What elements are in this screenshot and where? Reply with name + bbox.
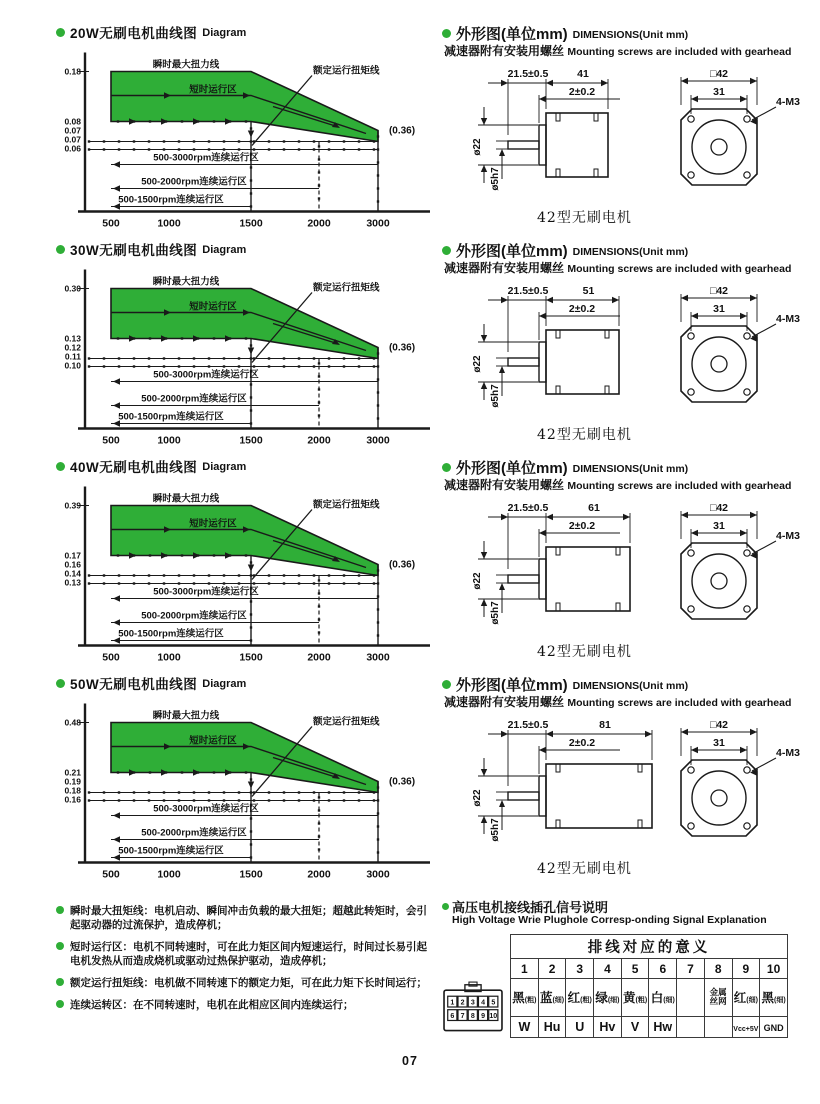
green-bullet-icon <box>442 29 451 38</box>
x-axis-tick: 1500 <box>239 868 263 881</box>
x-axis-tick: 500 <box>102 868 120 881</box>
x-axis-tick: 3000 <box>366 651 390 664</box>
connector-pin-number: 7 <box>460 1012 465 1020</box>
dim-subheader-en: Mounting screws are included with gearhead <box>567 263 792 275</box>
pin-number-cell: 7 <box>677 959 705 978</box>
rated-torque-line-label: 额定运行扭矩线 <box>313 282 380 294</box>
x-axis-tick: 1000 <box>157 434 181 447</box>
cont-region-3000-label: 500-3000rpm连续运行区 <box>153 803 259 815</box>
green-bullet-icon <box>56 906 64 914</box>
dim-screws: 4-M3 <box>776 96 800 108</box>
x-axis-tick: 500 <box>102 651 120 664</box>
chart-canvas <box>64 53 430 230</box>
connector-pin-number: 1 <box>450 999 455 1007</box>
wiring-table <box>510 934 788 1038</box>
chart-title-en: Diagram <box>202 678 247 690</box>
y-axis-label: 0.21 <box>64 767 81 778</box>
x-axis-tick: 500 <box>102 434 120 447</box>
wire-color-cell: 黑(细) <box>760 978 788 1016</box>
wire-color-cell <box>677 978 705 1016</box>
dim-subheader <box>444 42 819 57</box>
chart-title-row <box>56 675 436 691</box>
short-run-region-label: 短时运行区 <box>189 301 237 313</box>
chart-title: 50W无刷电机曲线图 <box>70 677 198 692</box>
dim-subheader-en: Mounting screws are included with gearhead <box>567 480 792 492</box>
note-text: 连续运转区：在不同转速时，电机在此相应区间内连续运行； <box>70 999 354 1011</box>
x-axis-tick: 1500 <box>239 217 263 230</box>
cont-region-1500-label: 500-1500rpm连续运行区 <box>118 628 224 640</box>
outline-drawing-41 <box>442 57 819 207</box>
green-bullet-icon <box>56 245 65 254</box>
dim-caption: 42型无刷电机 <box>537 861 632 877</box>
dim-subheader-en: Mounting screws are included with gearhead <box>567 697 792 709</box>
chart-title: 30W无刷电机曲线图 <box>70 243 198 258</box>
green-bullet-icon <box>56 942 64 950</box>
dim-hole-span: 31 <box>713 737 725 749</box>
plug-connector-icon <box>442 968 504 1046</box>
pin-number-cell: 9 <box>732 959 760 978</box>
y-axis-label: 0.17 <box>64 550 81 561</box>
connector-pin-number: 5 <box>491 999 496 1007</box>
dim-hole-span: 31 <box>713 520 725 532</box>
peak-annotation: (0.36) <box>388 125 416 137</box>
dim-block-81 <box>442 675 819 892</box>
y-axis-label: 0.07 <box>64 125 81 136</box>
chart-canvas <box>64 270 430 447</box>
dim-shaft-length: 21.5±0.5 <box>507 719 549 731</box>
dim-body-length: 51 <box>582 285 595 297</box>
dim-shaft-length: 21.5±0.5 <box>507 502 549 514</box>
short-run-region-label: 短时运行区 <box>189 518 237 530</box>
y-axis-label: 0.18 <box>64 785 81 796</box>
chart-title-en: Diagram <box>202 244 247 256</box>
green-bullet-icon <box>442 246 451 255</box>
dim-block-61 <box>442 458 819 675</box>
signal-cell: V <box>621 1016 649 1037</box>
cont-region-3000-label: 500-3000rpm连续运行区 <box>153 152 259 164</box>
cont-region-2000-label: 500-2000rpm连续运行区 <box>141 827 247 839</box>
pin-number-cell: 1 <box>511 959 539 978</box>
note-text: 瞬时最大扭矩线：电机启动、瞬间冲击负载的最大扭矩；超越此转矩时，会引起驱动器的过流保护，造成停机； <box>70 905 427 931</box>
dim-subheader-cn: 减速器附有安装用螺丝 <box>444 44 565 58</box>
x-axis-tick: 1500 <box>239 651 263 664</box>
dim-screws: 4-M3 <box>776 313 800 325</box>
x-axis-tick: 3000 <box>366 434 390 447</box>
x-axis-tick: 3000 <box>366 217 390 230</box>
signal-cell: Hv <box>594 1016 622 1037</box>
dim-boss-diameter: ø22 <box>472 789 483 807</box>
y-axis-label: 0.11 <box>64 351 81 362</box>
pin-number-cell: 6 <box>649 959 677 978</box>
dim-square: □42 <box>709 285 729 297</box>
dim-header-en: DIMENSIONS(Unit mm) <box>572 679 689 692</box>
y-axis-label: 0.12 <box>64 342 81 353</box>
outline-drawing <box>472 719 800 842</box>
wire-color-cell: 红(细) <box>732 978 760 1016</box>
y-axis-label: 0.14 <box>64 568 81 579</box>
cont-region-2000-label: 500-2000rpm连续运行区 <box>141 610 247 622</box>
connector-pin-number: 2 <box>460 999 465 1007</box>
wire-color-cell: 蓝(细) <box>538 978 566 1016</box>
signal-cell: Hw <box>649 1016 677 1037</box>
peak-annotation: (0.36) <box>388 559 416 571</box>
x-axis-tick: 3000 <box>366 868 390 881</box>
green-bullet-icon <box>56 1000 64 1008</box>
x-axis-tick: 2000 <box>307 868 331 881</box>
dim-boss-diameter: ø22 <box>472 572 483 590</box>
y-axis-top-label: 0.48 <box>64 717 81 728</box>
signal-cell <box>704 1016 732 1037</box>
rated-torque-line-label: 额定运行扭矩线 <box>313 499 380 511</box>
outline-drawing <box>472 285 800 408</box>
dim-header-cn: 外形图(单位mm) <box>456 459 568 477</box>
y-axis-label: 0.13 <box>64 333 81 344</box>
wiring-title-cn: 高压电机接线插孔信号说明 <box>452 899 609 915</box>
dim-caption: 42型无刷电机 <box>537 644 632 660</box>
connector-pin-number: 6 <box>450 1012 455 1020</box>
wire-color-cell: 白(细) <box>649 978 677 1016</box>
dimensions-column <box>442 24 819 1046</box>
y-axis-top-label: 0.39 <box>64 500 81 511</box>
chart-block-40w <box>56 458 436 675</box>
dim-hole-span: 31 <box>713 86 725 98</box>
connector-pin-number: 4 <box>481 999 486 1007</box>
wiring-header <box>442 898 819 914</box>
pin-number-cell: 10 <box>760 959 788 978</box>
signal-cell <box>677 1016 705 1037</box>
chart-canvas <box>64 487 430 664</box>
note-short-run-region <box>56 940 436 968</box>
signal-cell: U <box>566 1016 594 1037</box>
note-rated-torque-line <box>56 976 436 990</box>
torque-curve-chart-30w <box>56 259 434 456</box>
pin-number-cell: 2 <box>538 959 566 978</box>
dim-header-cn: 外形图(单位mm) <box>456 242 568 260</box>
cont-region-3000-label: 500-3000rpm连续运行区 <box>153 369 259 381</box>
dim-subheader-cn: 减速器附有安装用螺丝 <box>444 478 565 492</box>
dim-header-en: DIMENSIONS(Unit mm) <box>572 245 689 258</box>
dim-body-length: 41 <box>577 68 589 80</box>
connector-pin-number: 9 <box>481 1012 486 1020</box>
y-axis-label: 0.07 <box>64 134 81 145</box>
x-axis-tick: 2000 <box>307 217 331 230</box>
y-axis-label: 0.06 <box>64 143 81 154</box>
y-axis-label: 0.19 <box>64 776 81 787</box>
green-bullet-icon <box>56 679 65 688</box>
x-axis-tick: 1000 <box>157 868 181 881</box>
dim-shaft-diameter: ø5h7 <box>490 167 501 191</box>
wiring-section <box>442 898 819 1046</box>
dim-square: □42 <box>709 68 729 80</box>
chart-title-row <box>56 241 436 257</box>
green-bullet-icon <box>56 28 65 37</box>
dim-step: 2±0.2 <box>568 520 596 532</box>
note-max-torque-line <box>56 904 436 932</box>
chart-title-en: Diagram <box>202 27 247 39</box>
dim-step: 2±0.2 <box>568 86 596 98</box>
green-bullet-icon <box>56 978 64 986</box>
y-axis-label: 0.08 <box>64 116 81 127</box>
max-torque-line-label: 瞬时最大扭力线 <box>152 276 220 288</box>
y-axis-top-label: 0.18 <box>64 66 81 77</box>
rated-torque-line-label: 额定运行扭矩线 <box>313 716 380 728</box>
dim-caption: 42型无刷电机 <box>537 427 632 443</box>
cont-region-2000-label: 500-2000rpm连续运行区 <box>141 176 247 188</box>
max-torque-line-label: 瞬时最大扭力线 <box>152 710 220 722</box>
dim-boss-diameter: ø22 <box>472 355 483 373</box>
dim-header-cn: 外形图(单位mm) <box>456 25 568 43</box>
x-axis-tick: 1500 <box>239 434 263 447</box>
x-axis-tick: 2000 <box>307 651 331 664</box>
max-torque-line-label: 瞬时最大扭力线 <box>152 59 220 71</box>
note-text: 短时运行区：电机不同转速时，可在此力矩区间内短速运行，时间过长易引起电机发热从而造成烧机或驱动过热保护驱动，造成停机； <box>70 941 427 967</box>
dim-hole-span: 31 <box>713 303 725 315</box>
y-axis-label: 0.10 <box>64 360 81 371</box>
dim-block-51 <box>442 241 819 458</box>
y-axis-top-label: 0.30 <box>64 283 81 294</box>
cont-region-3000-label: 500-3000rpm连续运行区 <box>153 586 259 598</box>
pin-number-cell: 4 <box>594 959 622 978</box>
dim-subheader-en: Mounting screws are included with gearhead <box>567 46 792 58</box>
chart-title-en: Diagram <box>202 461 247 473</box>
x-axis-tick: 1000 <box>157 217 181 230</box>
cont-region-1500-label: 500-1500rpm连续运行区 <box>118 845 224 857</box>
dim-shaft-length: 21.5±0.5 <box>507 68 549 80</box>
dim-shaft-diameter: ø5h7 <box>490 818 501 842</box>
signal-cell: W <box>511 1016 539 1037</box>
dim-header <box>442 241 819 259</box>
note-text: 额定运行扭矩线：电机做不同转速下的额定力矩，可在此力矩下长时间运行； <box>70 977 427 989</box>
dim-header <box>442 675 819 693</box>
pin-number-cell: 5 <box>621 959 649 978</box>
note-continuous-region <box>56 998 436 1012</box>
peak-annotation: (0.36) <box>388 342 416 354</box>
cont-region-1500-label: 500-1500rpm连续运行区 <box>118 194 224 206</box>
torque-curve-chart-40w <box>56 476 434 673</box>
dim-subheader <box>444 259 819 274</box>
y-axis-label: 0.13 <box>64 577 81 588</box>
dim-body-length: 81 <box>599 719 611 731</box>
dim-shaft-length: 21.5±0.5 <box>507 285 549 297</box>
short-run-region-label: 短时运行区 <box>189 84 237 96</box>
dim-shaft-diameter: ø5h7 <box>490 601 501 625</box>
dim-body-length: 61 <box>588 502 600 514</box>
y-axis-label: 0.16 <box>64 559 81 570</box>
chart-block-20w <box>56 24 436 241</box>
y-axis-label: 0.16 <box>64 794 81 805</box>
outline-drawing <box>472 68 800 191</box>
wire-color-cell: 金属 丝网 <box>704 978 732 1016</box>
signal-cell: Vcc+5V <box>732 1016 760 1037</box>
dim-header-en: DIMENSIONS(Unit mm) <box>572 28 689 41</box>
wiring-table-title: 排线对应的意义 <box>511 935 788 959</box>
chart-canvas <box>64 704 430 881</box>
legend-notes <box>56 904 436 1012</box>
green-bullet-icon <box>442 463 451 472</box>
connector-pin-number: 10 <box>489 1012 498 1020</box>
dim-step: 2±0.2 <box>568 737 596 749</box>
short-run-region-label: 短时运行区 <box>189 735 237 747</box>
page-number: 07 <box>402 1054 418 1068</box>
dim-header <box>442 458 819 476</box>
pin-number-cell: 3 <box>566 959 594 978</box>
x-axis-tick: 500 <box>102 217 120 230</box>
dim-subheader-cn: 减速器附有安装用螺丝 <box>444 261 565 275</box>
outline-drawing-81 <box>442 708 819 858</box>
outline-drawing-51 <box>442 274 819 424</box>
green-bullet-icon <box>442 903 449 910</box>
x-axis-tick: 2000 <box>307 434 331 447</box>
chart-block-50w <box>56 675 436 892</box>
rated-torque-line-label: 额定运行扭矩线 <box>313 65 380 77</box>
dim-header-en: DIMENSIONS(Unit mm) <box>572 462 689 475</box>
dim-screws: 4-M3 <box>776 530 800 542</box>
wiring-title-en: High Voltage Wrie Plughole Corresp-onding Signal Explanation <box>452 914 767 926</box>
connector-pin-number: 8 <box>470 1012 475 1020</box>
torque-curve-chart-20w <box>56 42 434 239</box>
dim-caption: 42型无刷电机 <box>537 210 632 226</box>
x-axis-tick: 1000 <box>157 651 181 664</box>
dim-square: □42 <box>709 502 729 514</box>
dim-subheader <box>444 476 819 491</box>
peak-annotation: (0.36) <box>388 776 416 788</box>
chart-title-row <box>56 24 436 40</box>
pin-number-cell: 8 <box>704 959 732 978</box>
dim-header-cn: 外形图(单位mm) <box>456 676 568 694</box>
dim-square: □42 <box>709 719 729 731</box>
torque-curve-chart-50w <box>56 693 434 890</box>
dim-step: 2±0.2 <box>568 303 596 315</box>
green-bullet-icon <box>442 680 451 689</box>
signal-cell: Hu <box>538 1016 566 1037</box>
green-bullet-icon <box>56 462 65 471</box>
connector-pin-number: 3 <box>470 999 475 1007</box>
wiring-body <box>442 934 819 1046</box>
wire-color-cell: 黑(粗) <box>511 978 539 1016</box>
chart-title: 40W无刷电机曲线图 <box>70 460 198 475</box>
dim-subheader <box>444 693 819 708</box>
charts-column <box>56 24 436 1046</box>
chart-title-row <box>56 458 436 474</box>
wire-color-cell: 绿(细) <box>594 978 622 1016</box>
plug-connector <box>444 982 502 1031</box>
cont-region-1500-label: 500-1500rpm连续运行区 <box>118 411 224 423</box>
dim-block-41 <box>442 24 819 241</box>
dim-header <box>442 24 819 42</box>
dim-shaft-diameter: ø5h7 <box>490 384 501 408</box>
chart-block-30w <box>56 241 436 458</box>
chart-title: 20W无刷电机曲线图 <box>70 26 198 41</box>
wire-color-cell: 红(粗) <box>566 978 594 1016</box>
wire-color-cell: 黄(粗) <box>621 978 649 1016</box>
outline-drawing-61 <box>442 491 819 641</box>
dim-screws: 4-M3 <box>776 747 800 759</box>
outline-drawing <box>472 502 800 625</box>
cont-region-2000-label: 500-2000rpm连续运行区 <box>141 393 247 405</box>
signal-cell: GND <box>760 1016 788 1037</box>
dim-subheader-cn: 减速器附有安装用螺丝 <box>444 695 565 709</box>
dim-boss-diameter: ø22 <box>472 138 483 156</box>
max-torque-line-label: 瞬时最大扭力线 <box>152 493 220 505</box>
